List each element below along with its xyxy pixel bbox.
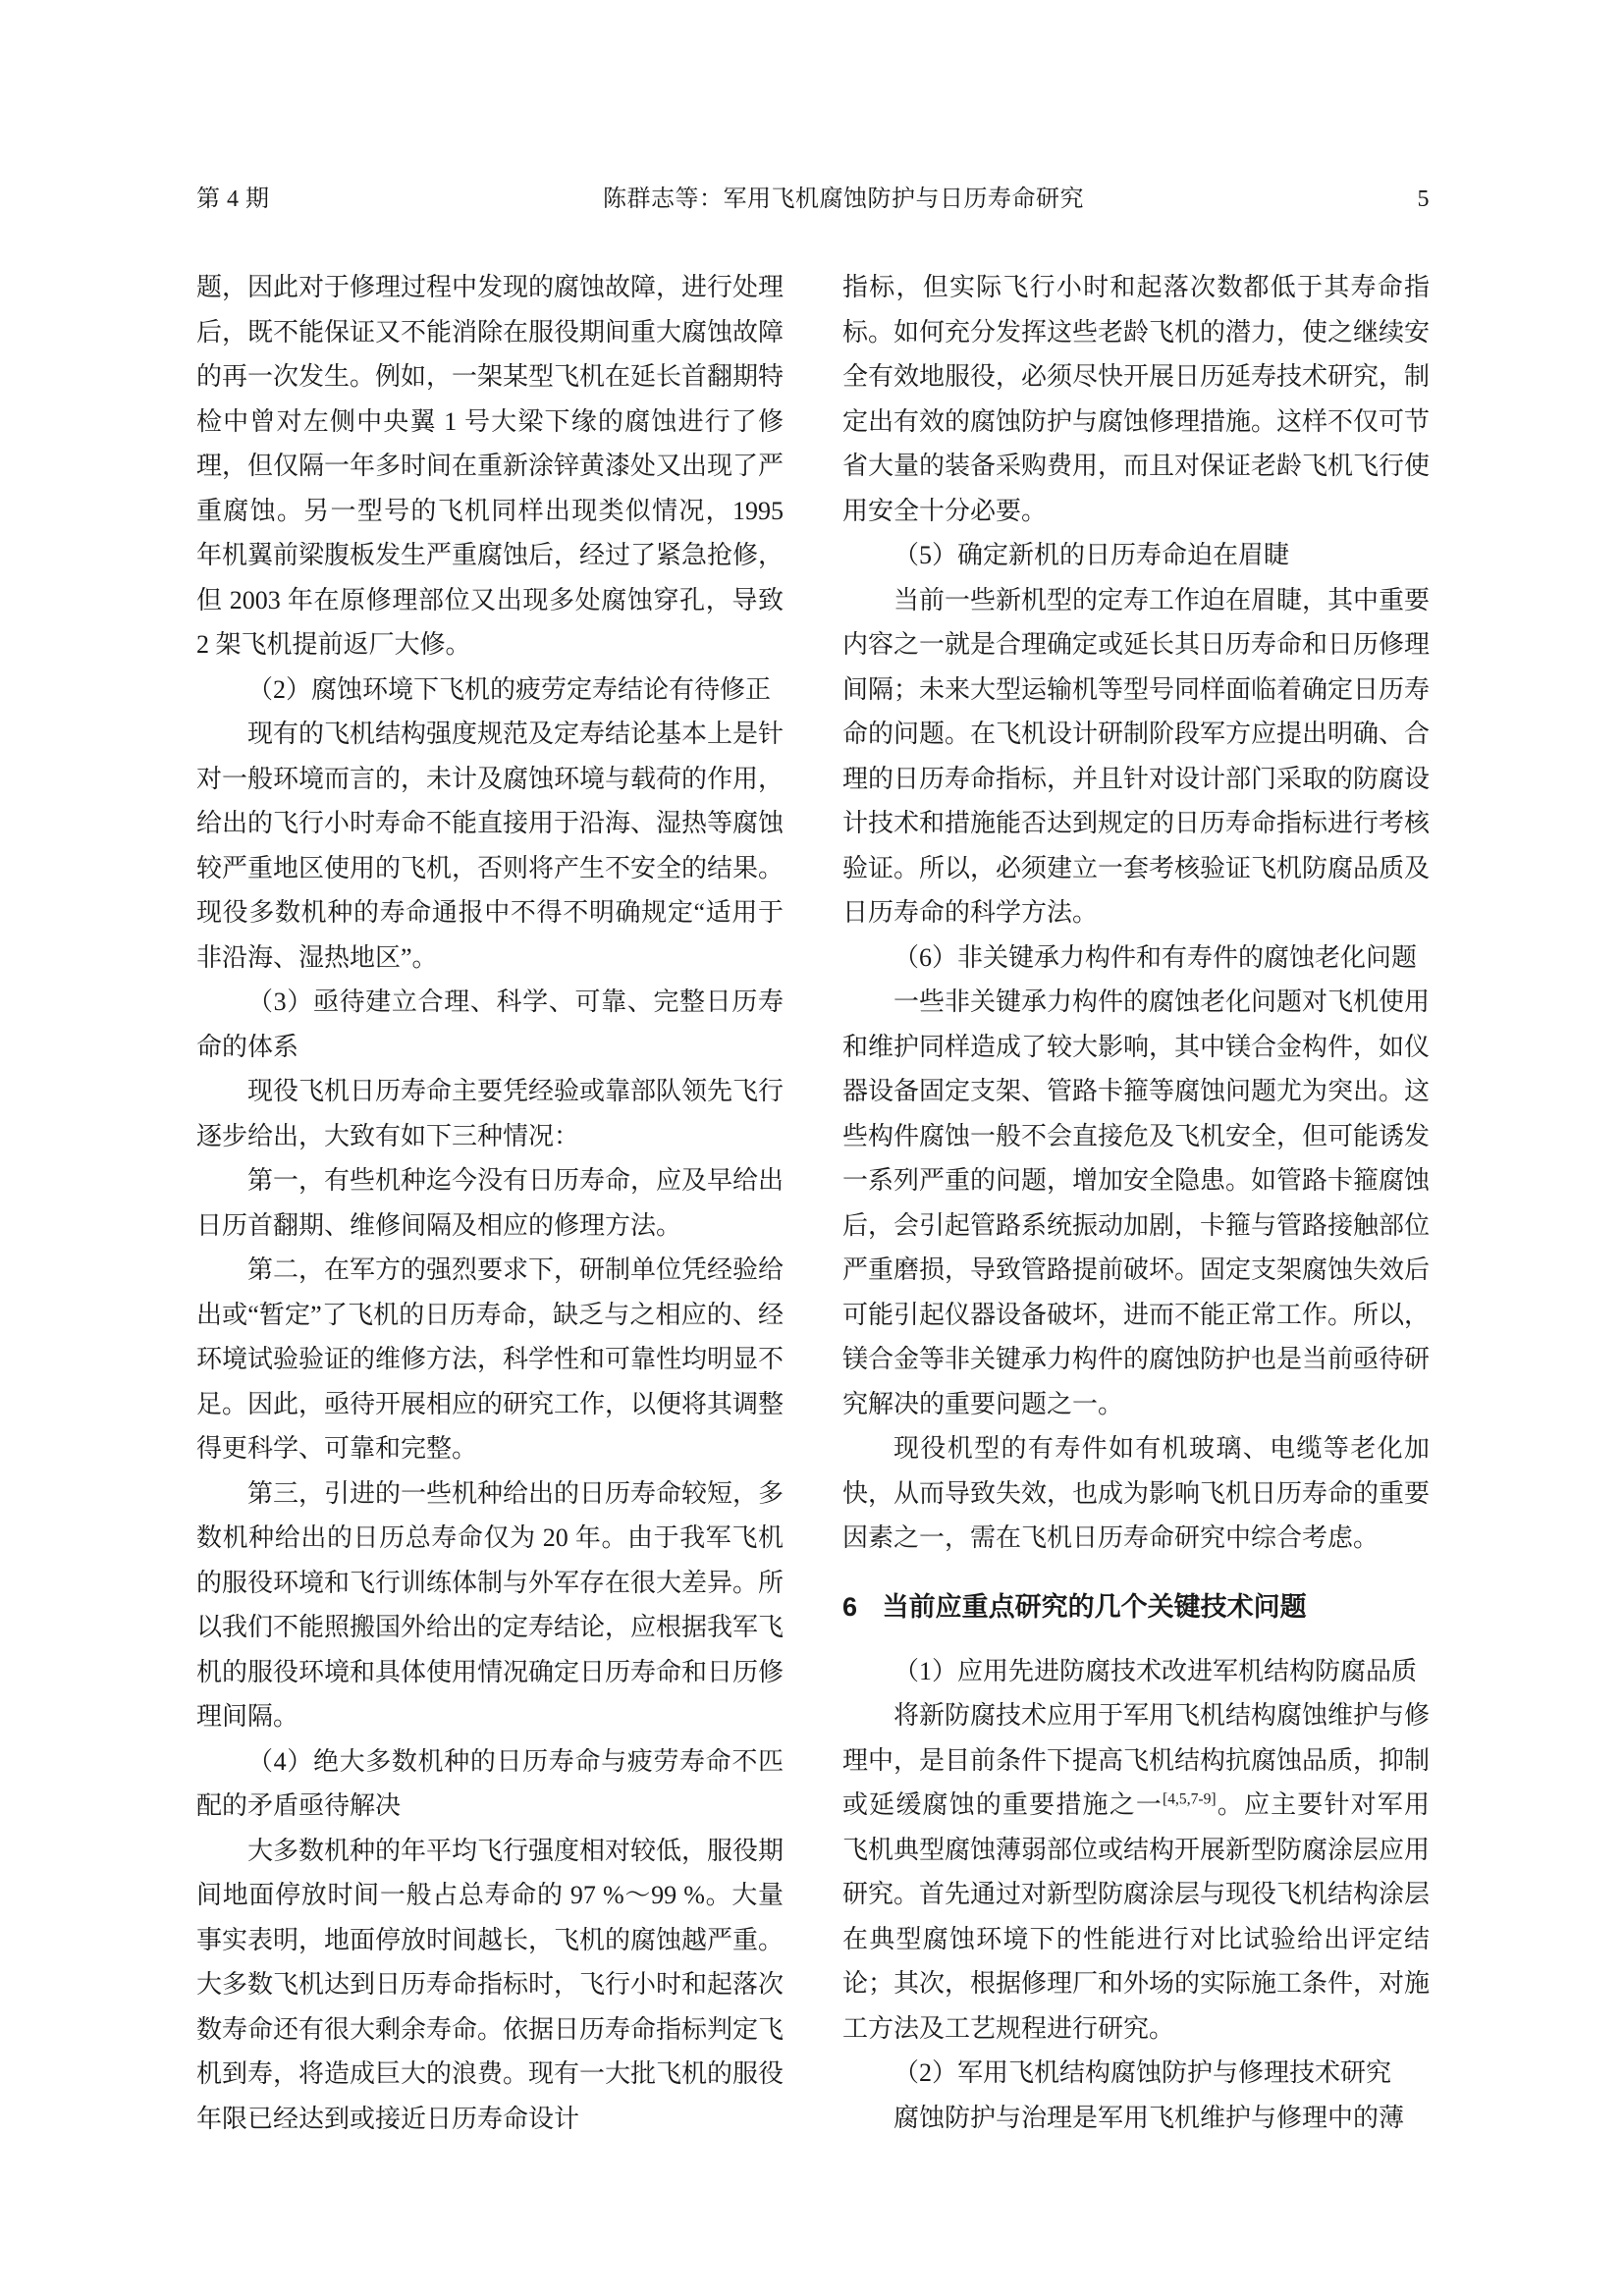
subsection-heading: （2）军用飞机结构腐蚀防护与修理技术研究 bbox=[893, 2058, 1392, 2087]
citation-ref: [4,5,7-9] bbox=[1163, 1790, 1217, 1808]
page-header bbox=[196, 179, 1430, 213]
subsection-heading: （5）确定新机的日历寿命迫在眉睫 bbox=[893, 541, 1290, 569]
right-column bbox=[842, 265, 1430, 2141]
running-title: 陈群志等：军用飞机腐蚀防护与日历寿命研究 bbox=[603, 187, 1084, 212]
paragraph: 当前一些新机型的定寿工作迫在眉睫，其中重要内容之一就是合理确定或延长其日历寿命和日历修理间隔；未来大型运输机等型号同样面临着确定日历寿命的问题。在飞机设计研制阶段军方应提出明确、合理的日历寿命指标，并且针对设计部门采取的防腐设计技术和措施能否达到规定的日历寿命指标进行考核验证。所以，必须建立一套考核验证飞机防腐品质及日历寿命的科学方法。 bbox=[842, 585, 1431, 927]
paragraph: 腐蚀防护与治理是军用飞机维护与修理中的薄 bbox=[893, 2103, 1405, 2132]
paragraph: 现役飞机日历寿命主要凭经验或靠部队领先飞行逐步给出，大致有如下三种情况： bbox=[196, 1077, 785, 1150]
continuation-paragraph: 题，因此对于修理过程中发现的腐蚀故障，进行处理后，既不能保证又不能消除在服役期间重大腐蚀故障的再一次发生。例如，一架某型飞机在延长首翻期特检中曾对左侧中央翼 1 号大梁下缘的腐蚀进行了修理，但仅隔一年多时间在重新涂锌黄漆处又出现了严重腐蚀。另一型号的飞机同样出现类似情况，1995 年机翼前梁腹板发生严重腐蚀后，经过了紧急抢修，但 2003 年在原修理部位又出现多处腐蚀穿孔，导致 2 架飞机提前返厂大修。 bbox=[196, 273, 785, 659]
paragraph: 大多数机种的年平均飞行强度相对较低，服役期间地面停放时间一般占总寿命的 97 %～99 %。大量事实表明，地面停放时间越长，飞机的腐蚀越严重。大多数飞机达到日历寿命指标时，飞行小时和起落次数寿命还有很大剩余寿命。依据日历寿命指标判定飞机到寿，将造成巨大的浪费。现有一大批飞机的服役年限已经达到或接近日历寿命设计 bbox=[196, 1836, 785, 2133]
left-column bbox=[196, 265, 784, 2141]
section-title: 当前应重点研究的几个关键技术问题 bbox=[882, 1591, 1307, 1622]
paragraph: 第一，有些机种迄今没有日历寿命，应及早给出日历首翻期、维修间隔及相应的修理方法。 bbox=[196, 1166, 785, 1240]
section-heading bbox=[842, 1584, 1430, 1629]
paragraph: 一些非关键承力构件的腐蚀老化问题对飞机使用和维护同样造成了较大影响，其中镁合金构件，如仪器设备固定支架、管路卡箍等腐蚀问题尤为突出。这些构件腐蚀一般不会直接危及飞机安全，但可能诱发一系列严重的问题，增加安全隐患。如管路卡箍腐蚀后，会引起管路系统振动加剧，卡箍与管路接触部位严重磨损，导致管路提前破坏。固定支架腐蚀失效后可能引起仪器设备破坏，进而不能正常工作。所以，镁合金等非关键承力构件的腐蚀防护也是当前亟待研究解决的重要问题之一。 bbox=[842, 988, 1431, 1418]
section-number: 6 bbox=[842, 1591, 858, 1622]
subsection-heading: （1）应用先进防腐技术改进军机结构防腐品质 bbox=[893, 1656, 1418, 1685]
paragraph: 现有的飞机结构强度规范及定寿结论基本上是针对一般环境而言的，未计及腐蚀环境与载荷的作用，给出的飞行小时寿命不能直接用于沿海、湿热等腐蚀较严重地区使用的飞机，否则将产生不安全的结果。现役多数机种的寿命通报中不得不明确规定“适用于非沿海、湿热地区”。 bbox=[196, 720, 785, 972]
subsection-heading: （6）非关键承力构件和有寿件的腐蚀老化问题 bbox=[893, 942, 1418, 972]
subsection-heading: （4）绝大多数机种的日历寿命与疲劳寿命不匹配的矛盾亟待解决 bbox=[196, 1746, 784, 1820]
issue-label: 第 4 期 bbox=[196, 187, 270, 212]
paragraph: 第二，在军方的强烈要求下，研制单位凭经验给出或“暂定”了飞机的日历寿命，缺乏与之相应的、经环境试验验证的维修方法，科学性和可靠性均明显不足。因此，亟待开展相应的研究工作，以便将其调整得更科学、可靠和完整。 bbox=[196, 1255, 785, 1463]
subsection-heading: （2）腐蚀环境下飞机的疲劳定寿结论有待修正 bbox=[247, 674, 772, 704]
page-number: 5 bbox=[1417, 187, 1430, 212]
paragraph: 现役机型的有寿件如有机玻璃、电缆等老化加快，从而导致失效，也成为影响飞机日历寿命的重要因素之一，需在飞机日历寿命研究中综合考虑。 bbox=[842, 1434, 1431, 1552]
subsection-heading: （3）亟待建立合理、科学、可靠、完整日历寿命的体系 bbox=[196, 988, 784, 1061]
paragraph: 第三，引进的一些机种给出的日历寿命较短，多数机种给出的日历总寿命仅为 20 年。由于我军飞机的服役环境和飞行训练体制与外军存在很大差异。所以我们不能照搬国外给出的定寿结论，应根据我军飞机的服役环境和具体使用情况确定日历寿命和日历修理间隔。 bbox=[196, 1478, 785, 1731]
paragraph: 将新防腐技术应用于军用飞机结构腐蚀维护与修理中，是目前条件下提高飞机结构抗腐蚀品质，抑制或延缓腐蚀的重要措施之一[4,5,7-9]。应主要针对军用飞机典型腐蚀薄弱部位或结构开展新型防腐涂层应用研究。首先通过对新型防腐涂层与现役飞机结构涂层在典型腐蚀环境下的性能进行对比试验给出评定结论；其次，根据修理厂和外场的实际施工条件，对施工方法及工艺规程进行研究。 bbox=[842, 1701, 1431, 2043]
article-body bbox=[196, 265, 1430, 2141]
continuation-paragraph: 指标，但实际飞行小时和起落次数都低于其寿命指标。如何充分发挥这些老龄飞机的潜力，使之继续安全有效地服役，必须尽快开展日历延寿技术研究，制定出有效的腐蚀防护与腐蚀修理措施。这样不仅可节省大量的装备采购费用，而且对保证老龄飞机飞行使用安全十分必要。 bbox=[842, 273, 1431, 525]
